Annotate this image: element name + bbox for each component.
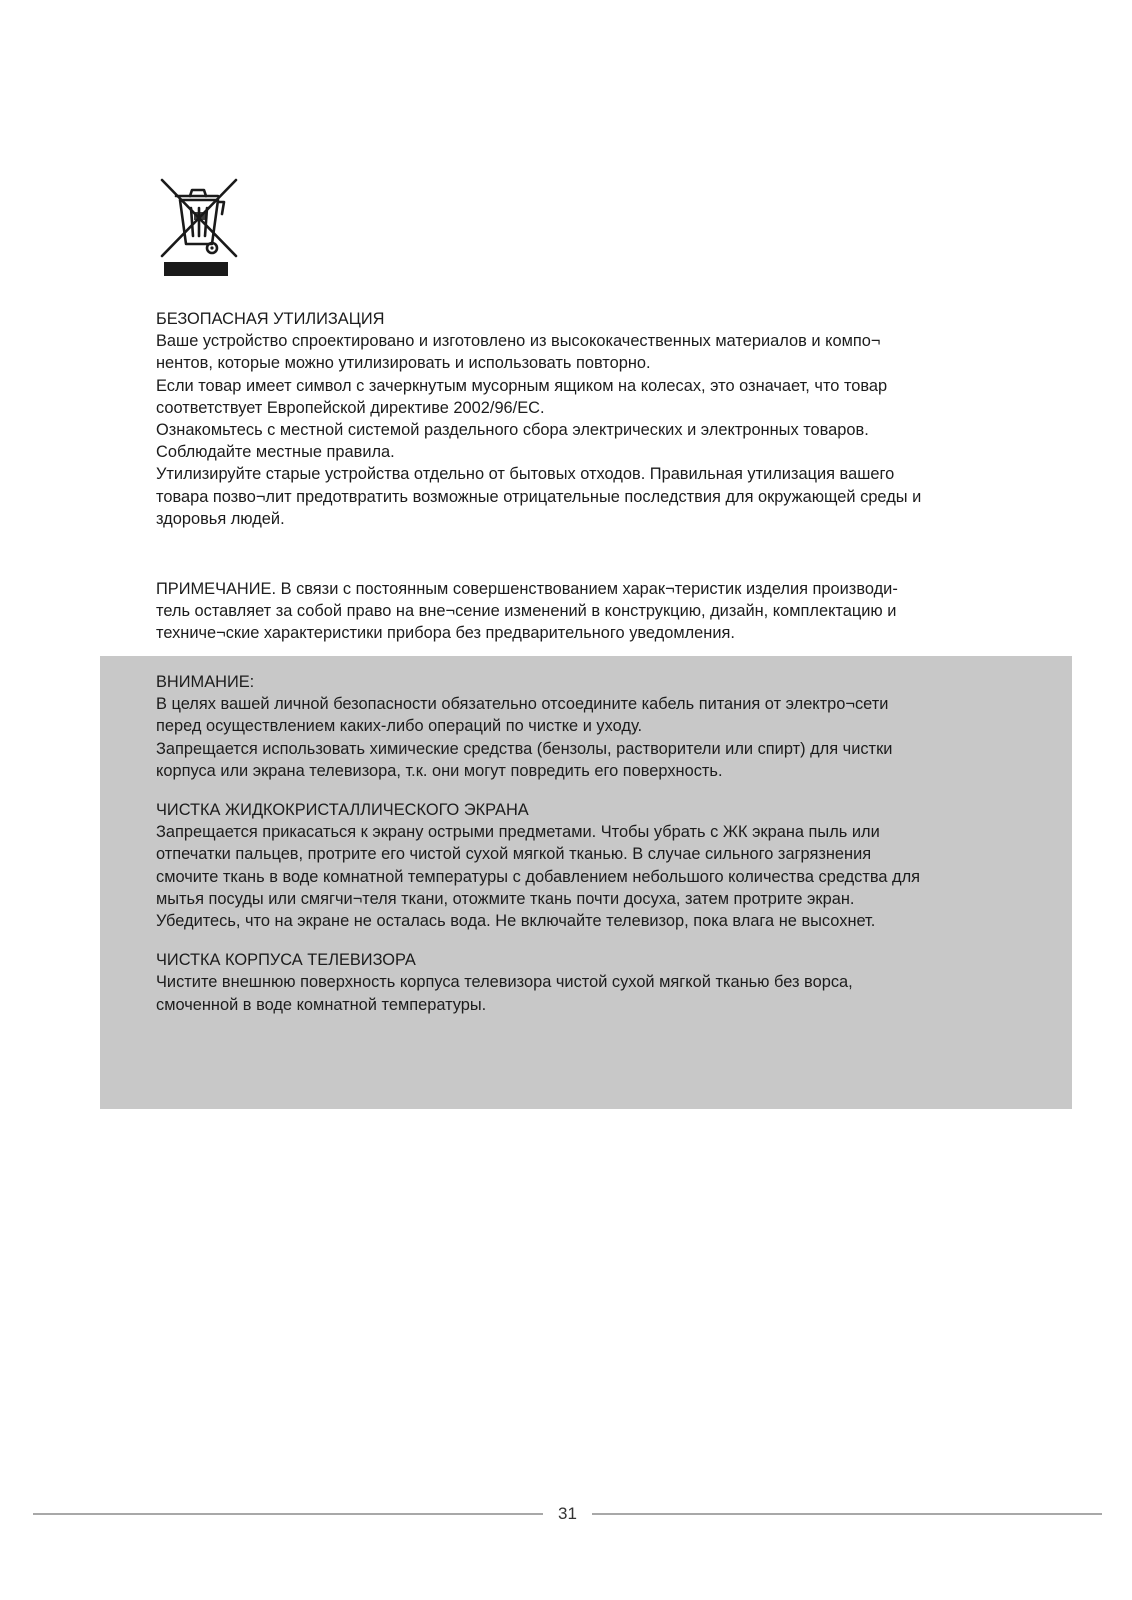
- lcd-cleaning-line: мытья посуды или смягчи¬теля ткани, отожмите ткань почти досуха, затем протрите экран.: [156, 889, 855, 908]
- attention-line: перед осуществлением каких-либо операций по чистке и уходу.: [156, 717, 643, 736]
- page-number: 31: [558, 1504, 577, 1523]
- attention-heading: ВНИМАНИЕ:: [156, 673, 255, 691]
- footer-rule-left: [33, 1513, 543, 1515]
- attention-line: Запрещается использовать химические средства (бензолы, растворители или спирт) для чистки: [156, 739, 893, 758]
- note-section: [156, 578, 1056, 645]
- disposal-line: Ваше устройство спроектировано и изготовлено из высококачественных материалов и компо¬: [156, 332, 881, 351]
- page-footer: [0, 1500, 1132, 1530]
- lcd-cleaning-line: Запрещается прикасаться к экрану острыми предметами. Чтобы убрать с ЖК экрана пыль или: [156, 823, 880, 842]
- case-cleaning-block: [156, 949, 1056, 1016]
- note-line: ПРИМЕЧАНИЕ. В связи с постоянным совершенствованием харак¬теристик изделия производи-: [156, 580, 898, 598]
- disposal-section: [156, 308, 1056, 530]
- lcd-cleaning-block: [156, 799, 1056, 932]
- disposal-line: Соблюдайте местные правила.: [156, 443, 395, 462]
- case-cleaning-heading: ЧИСТКА КОРПУСА ТЕЛЕВИЗОРА: [156, 951, 416, 970]
- attention-block: [156, 671, 1056, 782]
- care-instructions-content: [156, 671, 1056, 1033]
- note-line: техниче¬ские характеристики прибора без предварительного уведомления.: [156, 624, 735, 643]
- crossed-out-wheelie-bin-icon: [156, 174, 242, 284]
- disposal-line: товара позво¬лит предотвратить возможные отрицательные последствия для окружающей среды и: [156, 487, 922, 506]
- disposal-line: соответствует Европейской директиве 2002/96/EC.: [156, 398, 545, 417]
- disposal-line: Утилизируйте старые устройства отдельно от бытовых отходов. Правильная утилизация вашего: [156, 465, 895, 484]
- disposal-line: Если товар имеет символ с зачеркнутым мусорным ящиком на колесах, это означает, что товар: [156, 376, 888, 395]
- lcd-cleaning-line: смочите ткань в воде комнатной температуры с добавлением небольшого количества средства для: [156, 867, 921, 886]
- disposal-heading: БЕЗОПАСНАЯ УТИЛИЗАЦИЯ: [156, 310, 385, 328]
- footer-rule-right: [592, 1513, 1102, 1515]
- disposal-line: здоровья людей.: [156, 509, 285, 528]
- attention-line: В целях вашей личной безопасности обязательно отсоедините кабель питания от электро¬сети: [156, 695, 889, 714]
- disposal-line: Ознакомьтесь с местной системой раздельного сбора электрических и электронных товаров.: [156, 421, 869, 440]
- case-cleaning-line: смоченной в воде комнатной температуры.: [156, 995, 487, 1014]
- disposal-line: нентов, которые можно утилизировать и использовать повторно.: [156, 354, 651, 373]
- lcd-cleaning-line: Убедитесь, что на экране не осталась вода. Не включайте телевизор, пока влага не высохнет.: [156, 912, 876, 931]
- case-cleaning-line: Чистите внешнюю поверхность корпуса телевизора чистой сухой мягкой тканью без ворса,: [156, 973, 853, 992]
- care-instructions-box: [100, 656, 1072, 1109]
- lcd-cleaning-heading: ЧИСТКА ЖИДКОКРИСТАЛЛИЧЕСКОГО ЭКРАНА: [156, 801, 529, 820]
- attention-line: корпуса или экрана телевизора, т.к. они могут повредить его поверхность.: [156, 761, 723, 780]
- lcd-cleaning-line: отпечатки пальцев, протрите его чистой сухой мягкой тканью. В случае сильного загрязнения: [156, 845, 872, 864]
- note-line: тель оставляет за собой право на вне¬сение изменений в конструкцию, дизайн, комплектацию и: [156, 602, 897, 621]
